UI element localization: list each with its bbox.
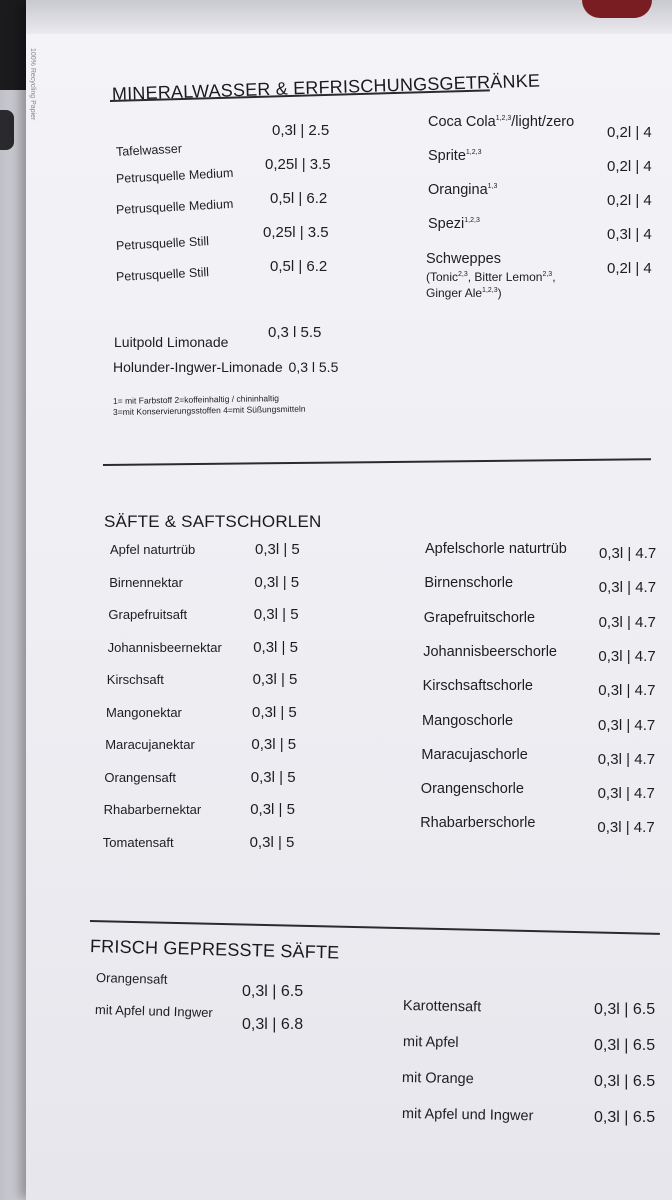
- menu-item-price: 0,3l | 5: [255, 541, 300, 558]
- menu-item-name: Tomatensaft: [102, 834, 174, 850]
- menu-item-price: 0,5l | 6.2: [270, 258, 328, 275]
- menu-item-name: Orangensaft: [95, 970, 168, 987]
- menu-item-price: 0,3l | 4.7: [597, 819, 655, 837]
- footnote-1: 1= mit Farbstoff 2=koffeinhaltig / chininhaltig: [112, 393, 280, 406]
- menu-item-name: Coca Cola$^{1,2,3}$/light/zero: [428, 114, 575, 130]
- left-page-tab: [0, 110, 14, 150]
- menu-item-price: 0,3l | 5: [250, 768, 296, 786]
- menu-item-price: 0,3l | 4.7: [598, 647, 656, 665]
- menu-item-name: mit Apfel: [402, 1034, 459, 1051]
- menu-item-price: 0,3l | 4.7: [598, 579, 657, 597]
- menu-item-price: 0,3l | 5: [250, 801, 295, 818]
- menu-item-name: Apfel naturtrüb: [110, 542, 196, 557]
- menu-item-name: Maracujaschorle: [421, 746, 528, 763]
- schweppes-line2: (Tonic$^{2,3}$, Bitter Lemon$^{2,3}$,: [426, 270, 556, 284]
- menu-item-price: 0,25l | 3.5: [263, 224, 329, 241]
- menu-item-name: Rhabarberschorle: [420, 815, 536, 832]
- menu-item-name: Kirschsaft: [106, 672, 164, 687]
- schweppes-line3: Ginger Ale$^{1,2,3}$): [426, 286, 502, 300]
- menu-item-name: Sprite$^{1,2,3}$: [428, 148, 482, 164]
- schweppes-price: 0,2l | 4: [607, 260, 652, 277]
- menu-item-name: Tafelwasser: [115, 141, 183, 159]
- menu-item-name: Johannisbeerschorle: [423, 643, 557, 660]
- menu-item-price: 0,3l | 4.7: [598, 716, 656, 734]
- page-top-shadow: [26, 0, 672, 34]
- menu-item-name: Grapefruitsaft: [108, 607, 188, 622]
- menu-item-name: Maracujanektar: [105, 737, 195, 752]
- menu-item-price: 0,3l | 2.5: [272, 122, 330, 139]
- menu-item-name: Mangoschorle: [422, 712, 514, 729]
- menu-item-price: 0,2l | 4: [607, 158, 652, 175]
- menu-item-price: 0,3l | 4.7: [597, 750, 656, 768]
- menu-item-name: Orangensaft: [104, 769, 176, 785]
- menu-item-name: mit Apfel und Ingwer: [401, 1106, 534, 1125]
- recycle-note: 100% Recycling Papier: [29, 48, 36, 121]
- menu-item-price: 0,3l | 6.5: [594, 1109, 656, 1126]
- menu-item-name: Orangenschorle: [420, 781, 524, 798]
- menu-item-name: Rhabarbernektar: [103, 802, 202, 817]
- menu-item-price: 0,3l | 6.5: [594, 1001, 656, 1018]
- mineral-title: MINERALWASSER & ERFRISCHUNGSGETRÄNKE: [111, 70, 541, 104]
- menu-item-name: Petrusquelle Medium: [115, 196, 234, 217]
- menu-item-name: Apfelschorle naturtrüb: [425, 541, 567, 557]
- menu-item-price: 0,3l | 6.5: [594, 1073, 656, 1090]
- background-object: [582, 0, 652, 18]
- menu-item-name: Birnennektar: [109, 574, 183, 590]
- menu-item-price: 0,3l | 5: [252, 703, 297, 721]
- menu-item-price: 0,3l | 4.7: [597, 785, 655, 803]
- menu-item-price: 0,3l | 6.5: [242, 983, 304, 1000]
- saefte-title: SÄFTE & SAFTSCHORLEN: [104, 512, 322, 531]
- menu-item-name: Petrusquelle Medium: [115, 165, 234, 186]
- menu-item-name: mit Orange: [402, 1070, 475, 1088]
- menu-item-price: 0,3l | 4.7: [598, 682, 656, 700]
- menu-item-name: Grapefruitschorle: [423, 609, 536, 626]
- footnote-2: 3=mit Konservierungsstoffen 4=mit Süßungsmitteln: [112, 403, 306, 417]
- menu-item-price: 0,3l | 5: [252, 671, 298, 688]
- menu-item-price: 0,3l | 4: [607, 226, 652, 243]
- menu-item-price: 0,3l | 6.5: [594, 1037, 656, 1054]
- menu-item-price: 0,2l | 4: [607, 124, 652, 141]
- menu-item-name: Johannisbeernektar: [107, 639, 222, 655]
- menu-item-price: 0,3l | 4.7: [599, 545, 657, 562]
- menu-item-name: Petrusquelle Still: [115, 265, 210, 284]
- menu-item-name: Orangina$^{1,3}$: [428, 182, 498, 198]
- menu-item-name: mit Apfel und Ingwer: [94, 1002, 213, 1021]
- holunder-item: Holunder-Ingwer-Limonade 0,3 l 5.5: [113, 359, 339, 375]
- frisch-title: FRISCH GEPRESSTE SÄFTE: [89, 936, 340, 963]
- menu-item-name: Birnenschorle: [424, 575, 514, 592]
- menu-item-price: 0,3l | 6.8: [242, 1016, 304, 1033]
- menu-item-price: 0,3l | 5: [249, 833, 295, 851]
- menu-item-price: 0,2l | 4: [607, 192, 652, 209]
- menu-item-price: 0,25l | 3.5: [265, 156, 331, 173]
- menu-item-name: Kirschsaftschorle: [422, 678, 533, 695]
- menu-item-price: 0,3l | 5: [251, 736, 297, 753]
- menu-item-price: 0,3l | 4.7: [598, 613, 656, 631]
- menu-item-price: 0,3l | 5: [253, 606, 299, 623]
- menu-item-name: Mangonektar: [106, 704, 182, 720]
- menu-item-name: Petrusquelle Still: [115, 234, 210, 253]
- menu-item-name: Karottensaft: [402, 998, 482, 1016]
- limonade-price: 0,3 l 5.5: [268, 324, 322, 341]
- menu-item-name: Spezi$^{1,2,3}$: [428, 216, 480, 232]
- menu-item-price: 0,5l | 6.2: [270, 190, 328, 207]
- menu-item-price: 0,3l | 5: [254, 573, 300, 591]
- menu-item-price: 0,3l | 5: [253, 638, 298, 656]
- limonade-item: Luitpold Limonade: [114, 334, 229, 350]
- schweppes-name: Schweppes: [426, 251, 501, 267]
